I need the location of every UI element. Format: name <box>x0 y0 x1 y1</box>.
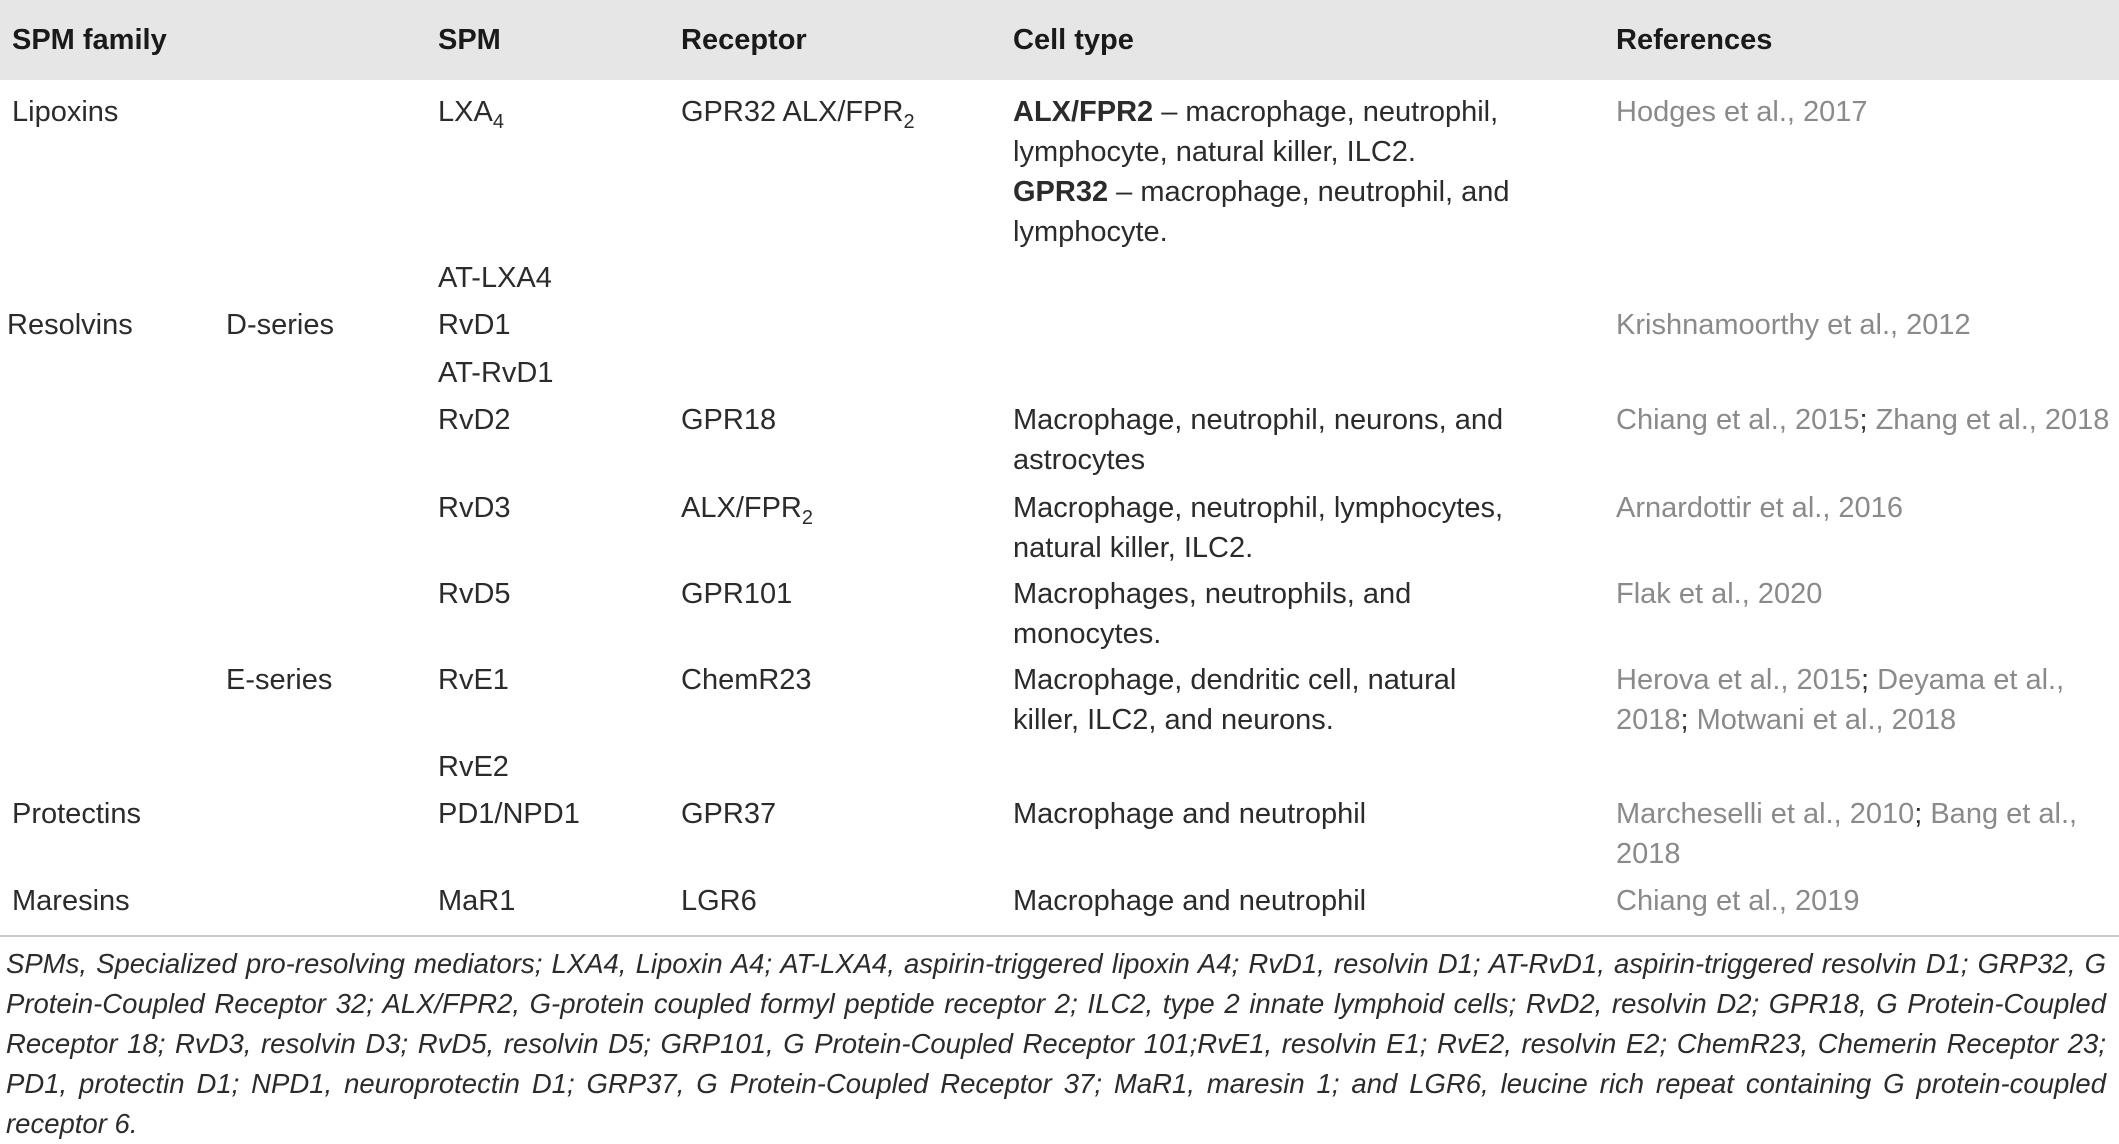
spm-cell: RvE2 <box>438 751 509 783</box>
series-cell: E-series <box>226 664 333 696</box>
spm-cell: RvE1 <box>438 664 509 696</box>
receptor-cell: ChemR23 <box>681 664 812 696</box>
reference-cell: Marcheselli et al., 2010; Bang et al., 2018 <box>1616 794 2077 874</box>
spm-cell: MaR1 <box>438 885 516 917</box>
reference-cell: Herova et al., 2015; Deyama et al., 2018; Motwani et al., 2018 <box>1616 664 2065 736</box>
reference-link[interactable]: Arnardottir et al., 2016 <box>1616 492 1903 524</box>
cell-type-cell: ALX/FPR2 – macrophage, neutrophil, lymphocyte, natural killer, ILC2. GPR32 – macrophage, neutrophil, and lymphocyte. <box>1013 96 1510 248</box>
cell-type-cell: Macrophage and neutrophil <box>1013 798 1367 830</box>
header-spm-family: SPM family <box>12 24 167 56</box>
reference-link[interactable]: 2018 <box>1616 704 1681 736</box>
reference-link[interactable]: Chiang et al., 2015 <box>1616 404 1860 436</box>
cell-type-cell: Macrophage and neutrophil <box>1013 885 1367 917</box>
family-cell: Protectins <box>12 798 141 830</box>
header-spm: SPM <box>438 24 501 56</box>
spm-cell: RvD1 <box>438 309 511 341</box>
spm-cell: RvD5 <box>438 578 511 610</box>
reference-link[interactable]: Krishnamoorthy et al., 2012 <box>1616 309 1971 341</box>
reference-link[interactable]: Chiang et al., 2019 <box>1616 885 1860 917</box>
reference-link[interactable]: Flak et al., 2020 <box>1616 578 1823 610</box>
reference-link[interactable]: Marcheselli et al., 2010 <box>1616 798 1915 830</box>
reference-link[interactable]: Deyama et al., <box>1877 664 2065 696</box>
table-bottom-rule <box>0 935 2119 937</box>
reference-link[interactable]: Motwani et al., 2018 <box>1696 704 1957 736</box>
table-footnote: SPMs, Specialized pro-resolving mediators; LXA4, Lipoxin A4; AT-LXA4, aspirin-triggered lipoxin A4; RvD1, resolvin D1; AT-RvD1, aspirin-triggered resolvin D1; GRP32, G Protein-Coupled Receptor 32; ALX/FPR2, G-protein coupled formyl peptide receptor 2; ILC2, type 2 innate lymphoid cells; RvD2, resolvin D2; GPR18, G Protein-Coupled Receptor 18; RvD3, resolvin D3; RvD5, resolvin D5; GRP101, G Protein-Coupled Receptor 101;RvE1, resolvin E1; RvE2, resolvin E2; ChemR23, Chemerin Receptor 23; PD1, protectin D1; NPD1, neuroprotectin D1; GRP37, G Protein-Coupled Receptor 37; MaR1, maresin 1; and LGR6, leucine rich repeat containing G protein-coupled receptor 6. <box>6 948 2106 1139</box>
receptor-cell: GPR18 <box>681 404 777 436</box>
header-receptor: Receptor <box>681 24 807 56</box>
receptor-cell: ALX/$FPR_2$ <box>681 492 813 529</box>
series-cell: D-series <box>226 309 334 341</box>
spm-cell: AT-RvD1 <box>438 357 554 389</box>
family-cell: Lipoxins <box>12 96 119 128</box>
reference-link[interactable]: Bang et al., <box>1930 798 2078 830</box>
spm-cell: RvD3 <box>438 492 511 524</box>
header-references: References <box>1616 24 1773 56</box>
cell-type-cell: Macrophage, neutrophil, lymphocytes, natural killer, ILC2. <box>1013 492 1504 564</box>
spm-cell: RvD2 <box>438 404 511 436</box>
reference-link[interactable]: Hodges et al., 2017 <box>1616 96 1868 128</box>
family-cell: Resolvins <box>7 309 133 341</box>
receptor-cell: GPR37 <box>681 798 777 830</box>
reference-cell: Chiang et al., 2015; Zhang et al., 2018 <box>1616 404 2110 436</box>
header-cell-type: Cell type <box>1013 24 1134 56</box>
family-cell: Maresins <box>12 885 130 917</box>
receptor-cell: GPR101 <box>681 578 793 610</box>
receptor-cell: GPR32 ALX/$FPR_2$ <box>681 96 915 133</box>
cell-type-cell: Macrophage, neutrophil, neurons, and astrocytes <box>1013 404 1504 476</box>
reference-link[interactable]: Herova et al., 2015 <box>1616 664 1862 696</box>
reference-link[interactable]: Zhang et al., 2018 <box>1875 404 2110 436</box>
reference-link[interactable]: 2018 <box>1616 838 1681 870</box>
spm-cell: $LXA_4$ <box>438 96 504 133</box>
cell-type-cell: Macrophages, neutrophils, and monocytes. <box>1013 578 1412 650</box>
spm-cell: AT-LXA4 <box>438 262 552 294</box>
spm-cell: PD1/NPD1 <box>438 798 580 830</box>
cell-type-cell: Macrophage, dendritic cell, natural killer, ILC2, and neurons. <box>1013 664 1457 736</box>
receptor-cell: LGR6 <box>681 885 757 917</box>
